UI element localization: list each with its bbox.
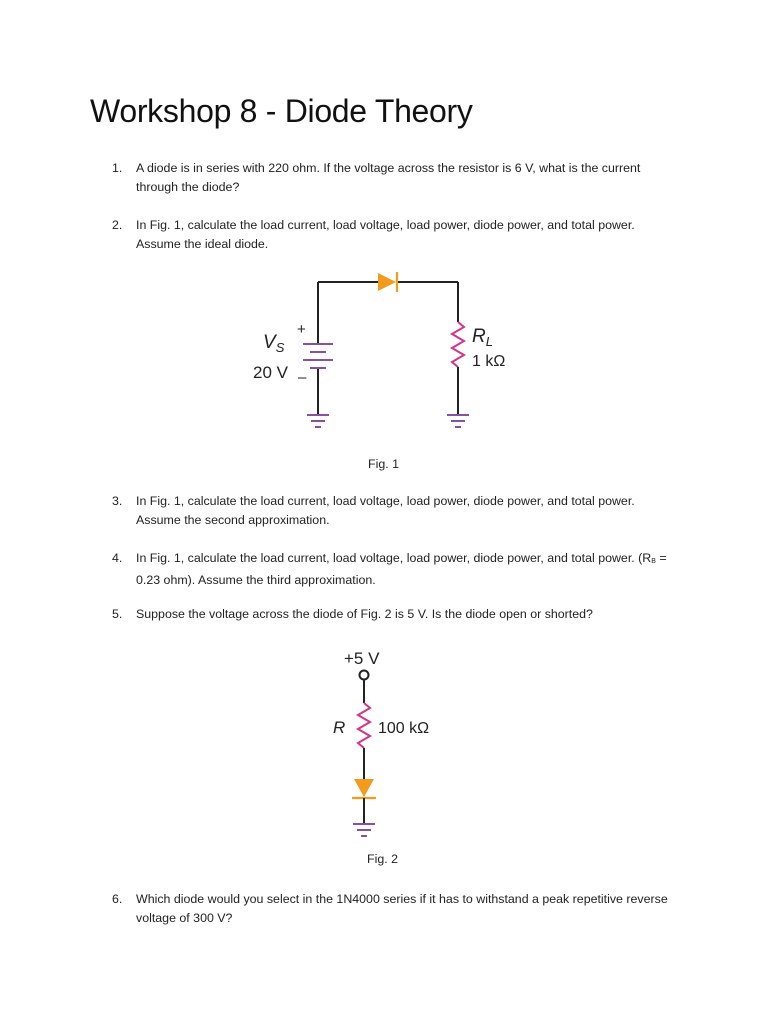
fig1-source-value: 20 V bbox=[253, 363, 288, 382]
fig1-caption: Fig. 1 bbox=[368, 457, 399, 471]
fig1-load-value: 1 kΩ bbox=[472, 353, 506, 370]
question-text: In Fig. 1, calculate the load current, load voltage, load power, diode power, and total power. ($R_B = 0.23$ ohm). Assume the third approximation. bbox=[136, 551, 667, 587]
question-text: In Fig. 1, calculate the load current, load voltage, load power, diode power, and total power. Assume the second approximation. bbox=[136, 494, 635, 527]
question-text: A diode is in series with 220 ohm. If the voltage across the resistor is 6 V, what is the current through the diode? bbox=[136, 161, 641, 194]
question-number: 3. bbox=[112, 494, 123, 508]
fig2-supply-label: +5 V bbox=[344, 649, 380, 668]
fig2-caption: Fig. 2 bbox=[367, 852, 398, 866]
fig2-resistor-icon bbox=[358, 703, 370, 748]
question-text: Suppose the voltage across the diode of Fig. 2 is 5 V. Is the diode open or shorted? bbox=[136, 607, 593, 621]
question-text: In Fig. 1, calculate the load current, load voltage, load power, diode power, and total power. Assume the ideal diode. bbox=[136, 218, 635, 251]
question-number: 4. bbox=[112, 551, 123, 565]
fig1-source-label: $V_S$ bbox=[263, 332, 285, 355]
fig2-ground-icon bbox=[353, 824, 375, 836]
fig2-resistor-label: R bbox=[333, 718, 346, 737]
question-number: 1. bbox=[112, 161, 123, 175]
question-text: Which diode would you select in the 1N4000 series if it has to withstand a peak repetitive reverse voltage of 300 V? bbox=[136, 892, 668, 925]
fig1-minus-sign: – bbox=[298, 369, 307, 386]
fig2-terminal-icon bbox=[360, 671, 369, 680]
fig1-load-label: $R_L$ bbox=[472, 326, 493, 349]
question-number: 2. bbox=[112, 218, 123, 232]
fig2-resistor-value: 100 kΩ bbox=[378, 720, 430, 737]
fig1-plus-sign: + bbox=[297, 321, 306, 338]
question-number: 6. bbox=[112, 892, 123, 906]
fig2-diode-icon bbox=[354, 779, 374, 797]
question-number: 5. bbox=[112, 607, 123, 621]
page-title: Workshop 8 - Diode Theory bbox=[90, 93, 473, 129]
